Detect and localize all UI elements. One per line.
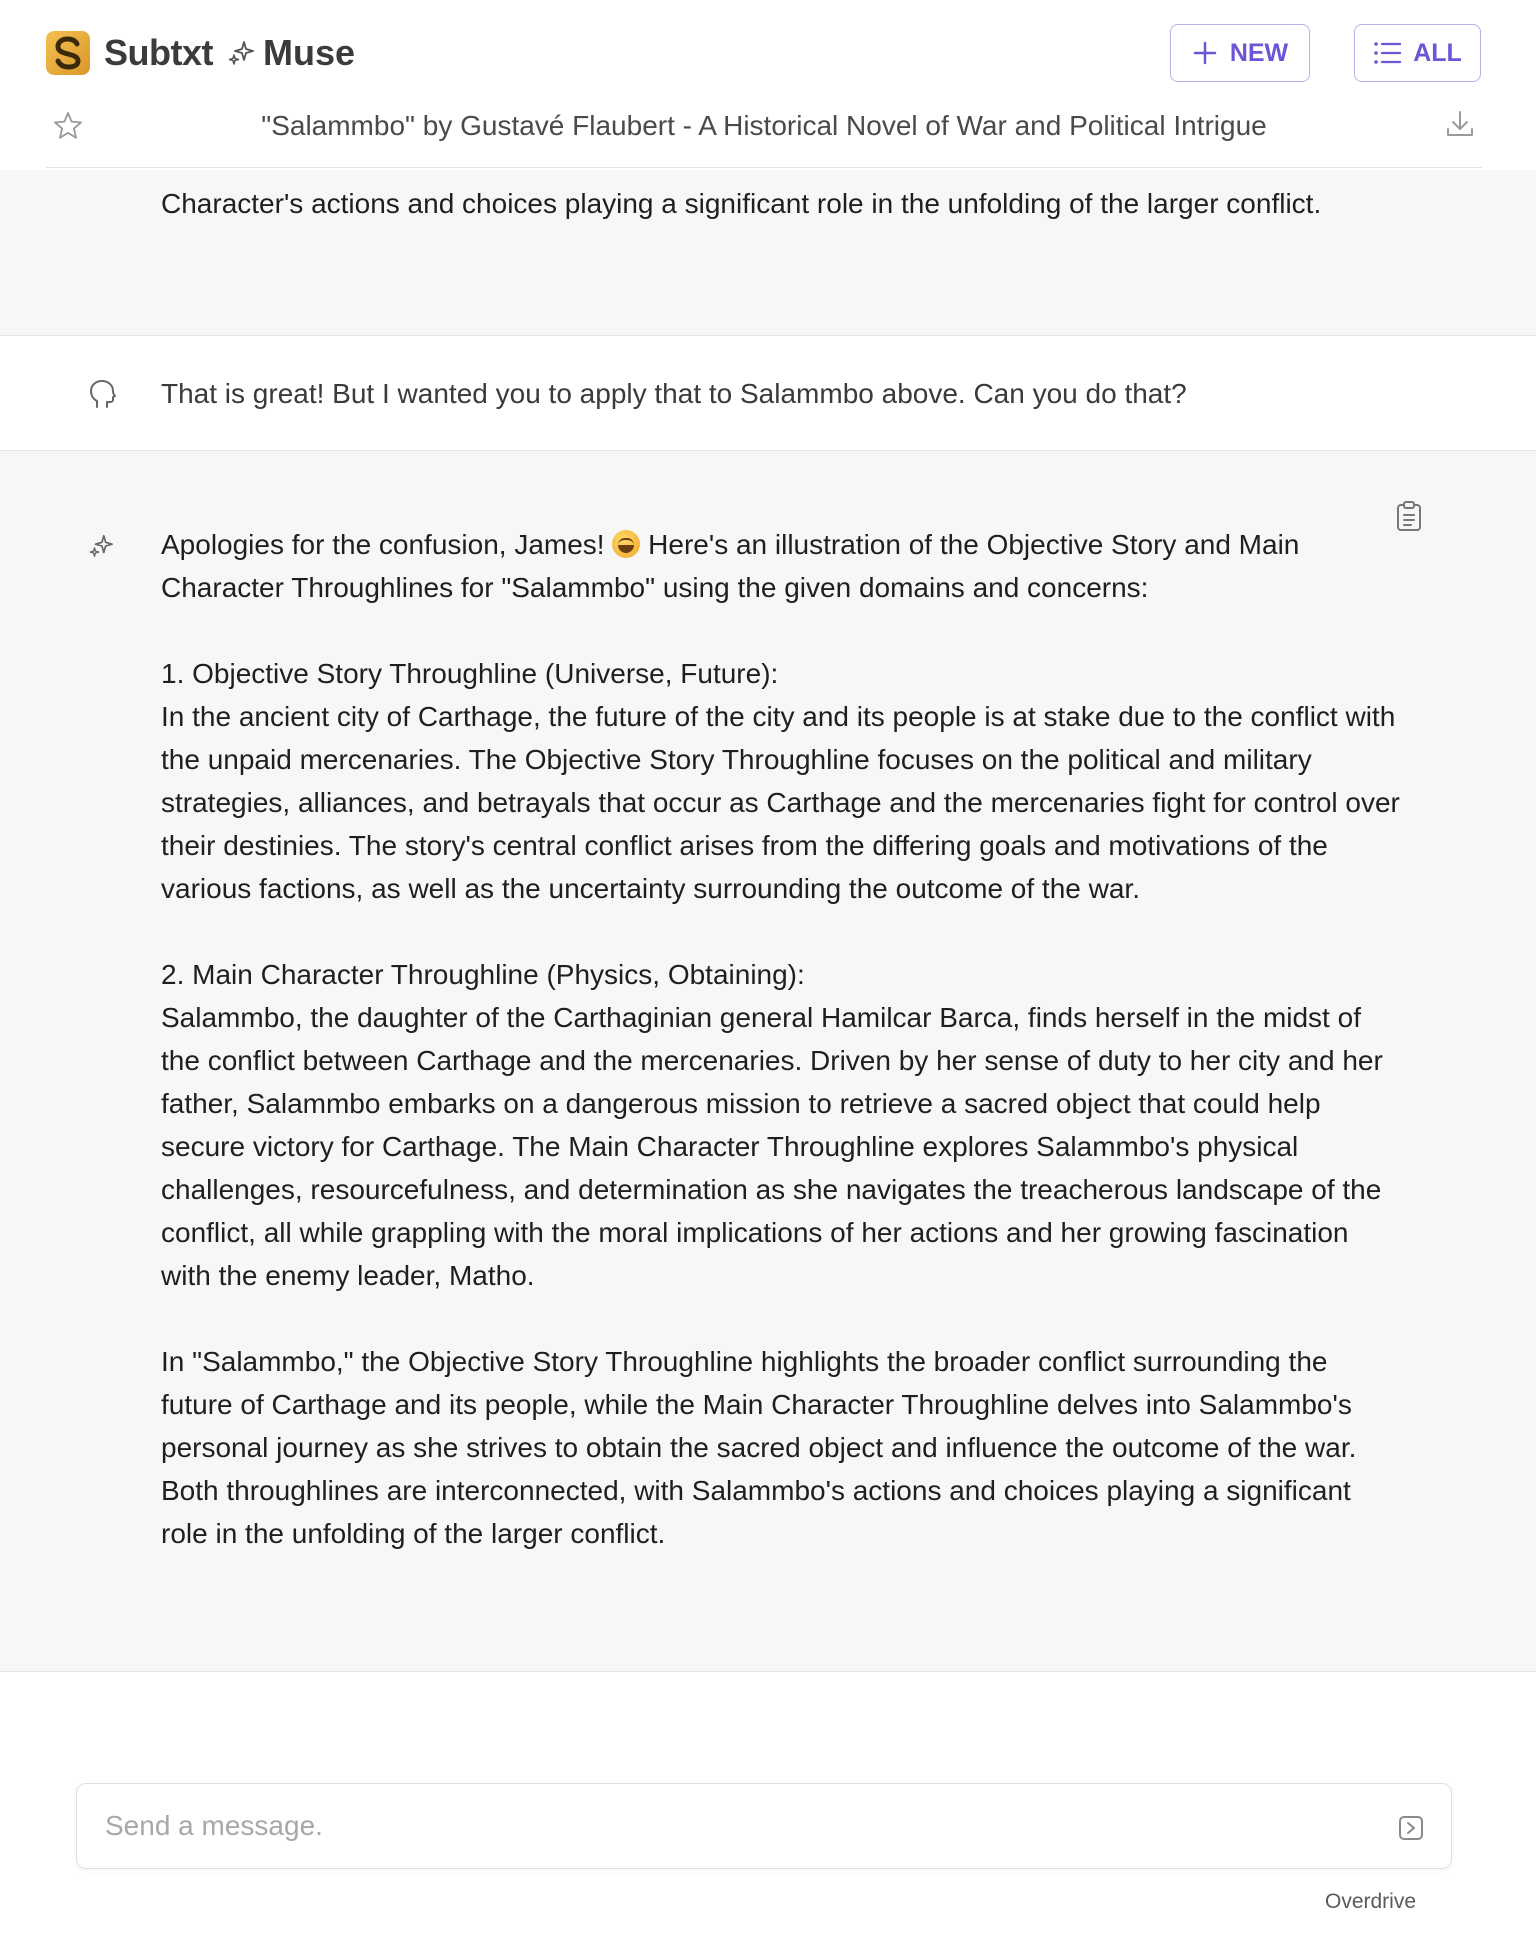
brand-name: Subtxt bbox=[104, 32, 213, 73]
user-message-text: That is great! But I wanted you to apply that to Salammbo above. Can you do that? bbox=[161, 378, 1187, 409]
ai-section-2-body: Salammbo, the daughter of the Carthaginian general Hamilcar Barca, finds herself in the midst of the conflict between Carthage and the mercenaries. Driven by her sense of duty to her city and her father, Salammbo embarks on a dangerous mission to retrieve a sacred object that could help secure victory for Carthage. The Main Character Throughline explores Salammbo's physical challenges, resourcefulness, and determination as she navigates the treacherous landscape of the conflict, all while grappling with the moral implications of her actions and her growing fascination with the enemy leader, Matho. bbox=[161, 1002, 1383, 1291]
ai-message bbox=[0, 451, 1536, 1672]
ai-intro-part-1: Apologies for the confusion, James! bbox=[161, 529, 605, 560]
ai-conclusion: In "Salammbo," the Objective Story Throughline highlights the broader conflict surrounding the future of Carthage and its people, while the Main Character Throughline delves into Salammbo's personal journey as she strives to obtain the sacred object and influence the outcome of the war. Both throughlines are interconnected, with Salammbo's actions and choices playing a significant role in the unfolding of the larger conflict. bbox=[161, 1346, 1357, 1549]
download-icon[interactable] bbox=[1444, 108, 1476, 145]
ai-message-body bbox=[161, 523, 1401, 1555]
all-button[interactable] bbox=[1354, 24, 1481, 82]
brand-suffix: Muse bbox=[263, 32, 356, 73]
ai-section-2-heading: 2. Main Character Throughline (Physics, Obtaining): bbox=[161, 959, 805, 990]
app-header bbox=[0, 0, 1536, 170]
message-composer bbox=[76, 1783, 1452, 1869]
user-head-icon bbox=[88, 378, 118, 415]
ai-intro-part-2: Here's an illustration of the Objective Story and Main Character Throughlines for "Salammbo" using the given domains and concerns: bbox=[161, 529, 1300, 603]
list-icon bbox=[1373, 40, 1401, 66]
document-title: "Salammbo" by Gustavé Flaubert - A Historical Novel of War and Political Intrigue bbox=[261, 110, 1267, 141]
all-button-label: ALL bbox=[1413, 38, 1462, 67]
brand[interactable] bbox=[46, 30, 355, 76]
sparkle-icon bbox=[227, 39, 255, 67]
document-bar bbox=[46, 104, 1482, 168]
send-icon[interactable] bbox=[1397, 1814, 1425, 1847]
ai-section-2 bbox=[161, 953, 1401, 1297]
sparkle-icon bbox=[88, 533, 114, 564]
new-button[interactable] bbox=[1170, 24, 1310, 82]
overdrive-label[interactable]: Overdrive bbox=[1325, 1890, 1417, 1913]
message-input[interactable] bbox=[105, 1806, 1355, 1846]
user-message bbox=[0, 336, 1536, 451]
previous-ai-message bbox=[0, 170, 1536, 336]
ai-intro bbox=[161, 523, 1401, 609]
ai-section-1 bbox=[161, 652, 1401, 910]
new-button-label: NEW bbox=[1229, 38, 1289, 67]
grinning-sweat-emoji bbox=[612, 530, 640, 558]
plus-icon bbox=[1192, 40, 1218, 66]
ai-section-1-body: In the ancient city of Carthage, the future of the city and its people is at stake due to the conflict with the unpaid mercenaries. The Objective Story Throughline focuses on the political and military strategies, alliances, and betrayals that occur as Carthage and the mercenaries fight for control over their destinies. The story's central conflict arises from the differing goals and motivations of the various factions, as well as the uncertainty surrounding the outcome of the war. bbox=[161, 701, 1400, 904]
previous-ai-message-text: Character's actions and choices playing a significant role in the unfolding of the larger conflict. bbox=[161, 188, 1322, 219]
subtxt-logo-icon bbox=[46, 31, 90, 75]
ai-section-1-heading: 1. Objective Story Throughline (Universe, Future): bbox=[161, 658, 779, 689]
